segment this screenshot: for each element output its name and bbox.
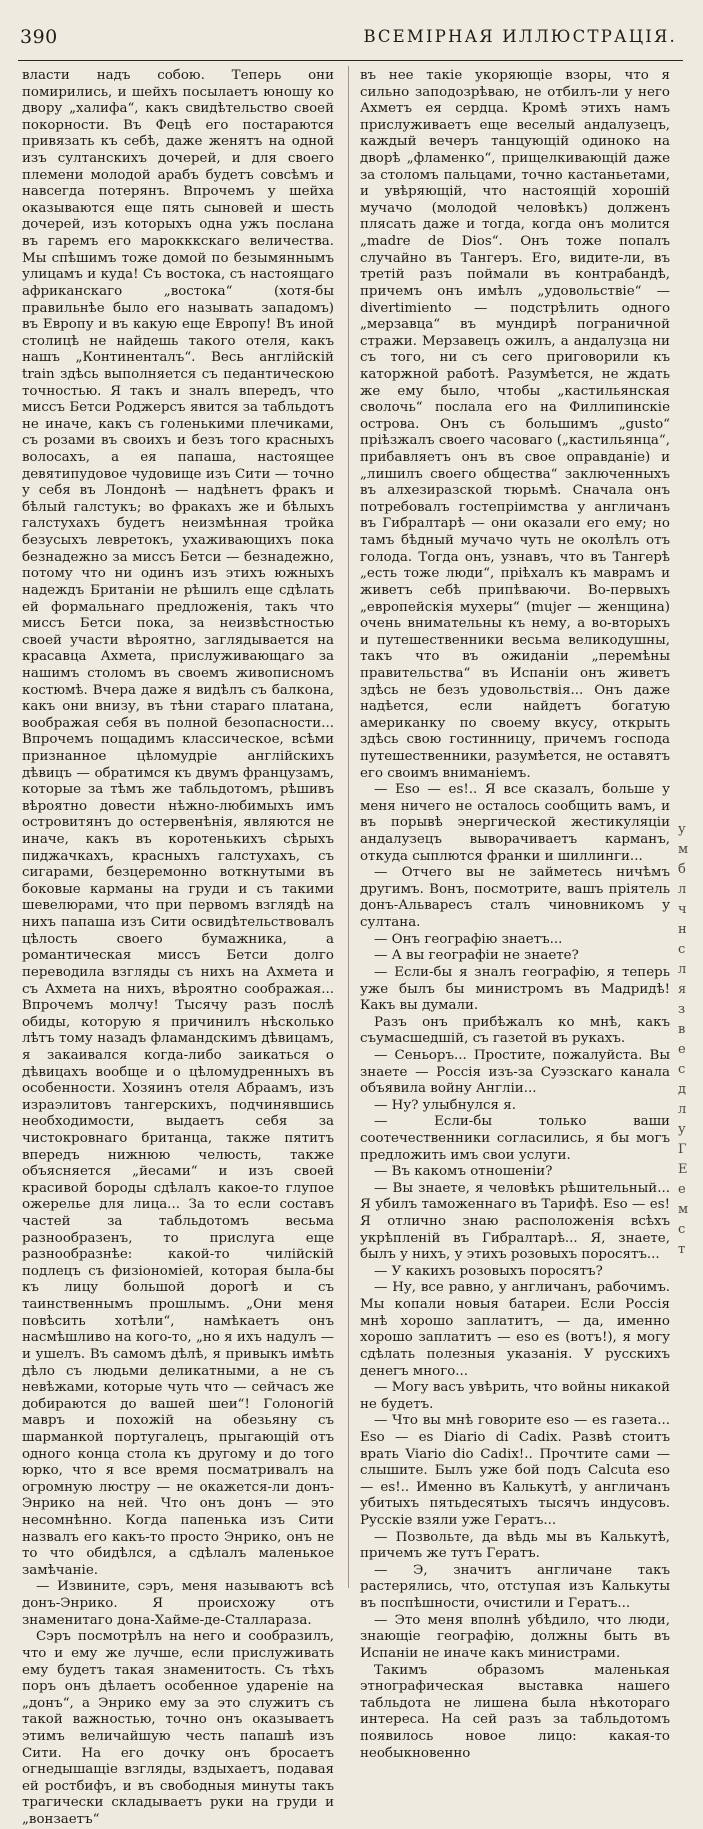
left-column	[22, 68, 334, 1827]
paragraph: — Сеньоръ... Простите, пожалуйста. Вы знаете — Россiя изъ-за Суэзскаго канала объявила войну Англiи...	[360, 1047, 670, 1097]
paragraph: — Это меня вполнѣ убѣдило, что люди, знающiе географiю, должны быть въ Испанiи не иначе какъ министрами.	[360, 1612, 670, 1661]
page-header	[0, 0, 703, 66]
margin-fragment: з	[678, 1002, 686, 1017]
margin-fragment: е	[678, 1182, 686, 1197]
paragraph: — Ну, все равно, у англичанъ, рабочимъ. Мы копали новыя батареи. Если Россiя мнѣ хорошо заплатитъ, — да, именно хорошо заплатитъ — eso es (вотъ!), я могу сдѣлать полезныя указанiя. У русскихъ денегъ много...	[360, 1280, 670, 1379]
paragraph: — Могу васъ увѣрить, что войны никакой не будетъ.	[360, 1380, 670, 1412]
margin-fragment: л	[678, 962, 687, 977]
running-head: ВСЕМIРНАЯ ИЛЛЮСТРАЦIЯ.	[363, 27, 677, 46]
header-rule	[18, 60, 683, 61]
paragraph: — Если-бы я зналъ географiю, я теперь уже былъ бы министромъ въ Мадридѣ! Какъ вы думали.	[360, 964, 670, 1014]
paragraph: — Извините, сэръ, меня называютъ всѣ донъ-Энрико. Я происхожу отъ знаменитаго дона-Хайме-де-Сталлараза.	[22, 1579, 334, 1628]
margin-fragment: м	[678, 1202, 689, 1217]
margin-fragment: н	[678, 922, 687, 937]
margin-fragment: л	[678, 882, 687, 897]
margin-fragment: д	[678, 1082, 687, 1097]
paragraph: — Э, значитъ англичане такъ растерялись, что, отступая изъ Калькуты въ поспѣшности, очистили и Гератъ...	[360, 1562, 670, 1612]
paragraph: — Что вы мнѣ говорите eso — es газета... Eso — es Diario di Cadix. Развѣ стоитъ врать Viario dio Cadix!.. Прочтите сами — слышите. Былъ уже бой подъ Calcuta eso — es!.. Именно въ Калькутѣ, у англичанъ убитыхъ пятьдесятыхъ тысячъ индусовъ. Русскiе взяли уже Гератъ...	[360, 1413, 670, 1529]
paragraph: Разъ онъ прибѣжалъ ко мнѣ, какъ съумасшедшiй, съ газетой въ рукахъ.	[360, 1014, 670, 1047]
margin-fragment: с	[678, 942, 686, 957]
margin-fragment: е	[678, 1042, 686, 1057]
paragraph: — Eso — es!.. Я все сказалъ, больше у меня ничего не осталось сообщить вамъ, и въ порывѣ энергической жестикуляцiи андалузецъ выворачиваетъ карманъ, откуда сыплются франки и шиллинги...	[360, 782, 670, 864]
paragraph: — У какихъ розовыхъ поросятъ?	[374, 1263, 603, 1279]
paragraph: — Вы знаете, я человѣкъ рѣшительный... Я убилъ таможеннаго въ Тарифѣ. Eso — es! Я отлично знаю расположенiя всѣхъ укрѣпленiй въ Гибралтарѣ... Я, знаете, былъ у нихъ, у этихъ розовыхъ поросятъ...	[360, 1180, 670, 1263]
paragraph: власти надъ собою. Теперь они помирились, и шейхъ посылаетъ юношу ко двору „халифа“, какъ свидѣтельство своей покорности. Въ Фецѣ его постараются привязать къ себѣ, даже женятъ на одной изъ султанскихъ дочерей, и для своего племени молодой арабъ будетъ совсѣмъ и навсегда потерянъ. Впрочемъ у шейха оказываются еще пять сыновей и шесть дочерей, изъ которыхъ одна ужъ послана въ гаремъ его марокккскаго величества. Мы спѣшимъ тоже домой по безымяннымъ улицамъ и куда! Съ востока, съ настоящаго африканскаго „востока“ (хотя-бы правильнѣе было его называть западомъ) въ Европу и въ какую еще Европу! Въ иной столицѣ не найдешь такого отеля, какъ нашъ „Континенталъ“. Весь англiйскiй train здѣсь выполняется съ педантическою точностью. Я такъ и зналъ впередъ, что миссъ Бетси Роджерсъ явится за табльдотъ не иначе, какъ съ голенькими плечиками, съ розами въ своихъ и безъ того красныхъ волосахъ, а ея папаша, настоящее девятипудовое чудовище изъ Сити — точно у себя въ Лондонѣ — надѣнетъ фракъ и бѣлый галстукъ; во фракахъ же и бѣлыхъ галстухахъ будетъ неизмѣнная тройка безусыхъ левретокъ, ухаживающихъ пока безнадежно за миссъ Бетси — безнадежно, потому что ни одинъ изъ этихъ южныхъ надеждъ Британiи не рѣшилъ еще сдѣлать ей формальнаго предложенiя, такъ что миссъ Бетси пока, за неизвѣстностью своей участи вѣроятно, заглядывается на красавца Ахмета, прислуживающаго за нашимъ столомъ въ своемъ живописномъ костюмѣ. Вчера даже я видѣлъ съ балкона, какъ они внизу, въ тѣни стараго платана, воображая себя въ полной безопасности... Впрочемъ пощадимъ классическое, всѣми признанное цѣломудрiе англiйскихъ дѣвицъ — обратимся къ двумъ французамъ, которые за тѣмъ же табльдотомъ, рѣшивъ вѣроятно довести нѣжно-любимыхъ имъ островитянъ до остервенѣнiя, являются не иначе, какъ въ коротенькихъ сѣрыхъ пиджачкахъ, красныхъ галстухахъ, съ сигарами, безцеремонно воткнутыми въ боковые карманы на груди и съ такими шевелюрами, что при первомъ взглядѣ на нихъ папаша изъ Сити освидѣтельствовалъ цѣлость своего бумажника, а романтическая миссъ Бетси долго переводила взгляды съ нихъ на Ахмета и съ Ахмета на нихъ, вѣроятно соображая... Впрочемъ молчу! Тысячу разъ послѣ обиды, которую я причинилъ нѣсколько лѣтъ тому назадъ фламандскимъ дѣвицамъ, я закаивался когда-либо заикаться о дѣвицахъ вообще и о цѣломудренныхъ въ особенности. Хозяинъ отеля Абраамъ, изъ израэлитовъ тангерскихъ, подчинявшись необходимости, выдаетъ себя за чистокровнаго британца, также пятитъ впередъ нижнюю челюсть, также объясняется „йесами“ и изъ своей красивой бороды сдѣлалъ какое-то глупое ожерелье для лица... За то если составъ частей за табльдотомъ весьма разнообразенъ, то прислуга еще разнообразнѣе: какой-то чилiйскiй подлецъ съ физiономiей, которая была-бы къ лицу большой дорогѣ и съ таинственнымъ прошлымъ. „Они меня повѣсить хотѣли“, намѣкаетъ онъ насмѣшливо на кого-то, „но я ихъ надулъ — и ушелъ. Въ самомъ дѣлѣ, я привыкъ имѣть дѣло съ людьми деликатными, а не съ невѣжами, которые чуть что — сейчасъ же добираются до вашей шеи“! Голоногiй мавръ и похожiй на обезьяну съ шарманкой португалецъ, прыгающiй отъ одного конца стола къ другому и до того юрко, что я все время посматривалъ на огромную люстру — не окажется-ли донъ-Энрико на ней. Что онъ донъ — это несомнѣнно. Когда папенька изъ Сити назвалъ его какъ-то просто Энрико, онъ не то что обидѣлся, а сдѣлалъ маленькое замѣчанiе.	[22, 68, 334, 1578]
margin-fragment: я	[678, 982, 687, 997]
margin-fragment: ч	[678, 902, 687, 917]
paragraph: въ нее такiе укоряющiе взоры, что я сильно заподозрѣваю, не отбилъ-ли у него Ахметъ ея сердца. Кромѣ этихъ намъ прислуживаетъ еще веселый андалузецъ, каждый вечеръ танцующiй одиноко на дворѣ „фламенко“, прищелкивающiй даже за столомъ пальцами, точно кастаньетами, и увѣряющiй, что настоящiй хорошiй мучачо (молодой человѣкъ) долженъ плясать даже и тогда, когда онъ молится „madre de Dios“. Онъ тоже попалъ случайно въ Тангеръ. Его, видите-ли, въ третiй разъ поймали въ контрабандѣ, причемъ онъ имѣлъ „удовольствiе“ — divertimiento — подстрѣлить одного „мерзавца“ въ мундирѣ пограничной стражи. Мерзавецъ ожилъ, а андалузца ни съ того, ни съ сего приговорили къ каторжной работѣ. Разумѣется, не ждать же ему было, чтобы „кастильянская сволочь“ послала его на Филлипинскiе острова. Онъ съ большимъ „gusto“ пріѣзжалъ своего часоваго („кастильянца“, прибавляетъ онъ въ свое оправданiе) и „лишилъ своего общества“ заключенныхъ въ алхезиразской тюрьмѣ. Сначала онъ потребовалъ гостепрiимства у англичанъ въ Гибралтарѣ — они оказали его ему; но тамъ бѣдный мучачо чуть не околѣлъ отъ голода. Тогда онъ, узнавъ, что въ Тангерѣ „есть тоже люди“, прiѣхалъ къ маврамъ и живетъ себѣ припѣваючи. Во-первыхъ „европейскiя мухеры“ (mujer — женщина) очень внимательны къ нему, а во-вторыхъ и путешественники весьма великодушны, такъ что въ ожиданiи „перемѣны правительства“ въ Испанiи онъ живетъ здѣсь не безъ удовольствiя... Онъ даже надѣется, если найдетъ богатую американку по своему вкусу, открыть здѣсь свою гостинницу, причемъ господа путешественники, разумѣется, не оставятъ его своимъ вниманiемъ.	[360, 68, 670, 781]
paragraph: — Въ какомъ отношенiи?	[374, 1164, 553, 1180]
margin-fragment: с	[678, 1062, 686, 1077]
margin-fragment: м	[678, 842, 689, 857]
paragraph: — Если-бы только ваши соотечественники согласились, я бы могъ предложить имъ свои услуги.	[360, 1114, 670, 1163]
right-column	[360, 68, 670, 1761]
margin-fragment: у	[678, 822, 686, 837]
margin-fragment: в	[678, 1022, 686, 1037]
margin-fragment: т	[678, 1242, 686, 1257]
margin-fragment: Г	[678, 1142, 687, 1157]
margin-fragment: у	[678, 1122, 686, 1137]
margin-fragment: с	[678, 1222, 686, 1237]
page-number: 390	[20, 26, 58, 48]
paragraph: — А вы географiи не знаете?	[374, 948, 579, 964]
paragraph: — Отчего вы не займетесь ничѣмъ другимъ. Вонъ, посмотрите, вашъ прiятель донъ-Альваресъ сталъ чиновникомъ у султана.	[360, 865, 670, 931]
paragraph: Сэръ посмотрѣлъ на него и сообразилъ, что и ему же лучше, если прислуживать ему будетъ такая знаменитость. Съ тѣхъ поръ онъ дѣлаетъ особенное ударенiе на „донъ“, а Энрико ему за это служитъ съ такой важностью, точно онъ оказываетъ этимъ величайшую честь папашѣ изъ Сити. На его дочку онъ бросаетъ огнедышащiе взгляды, вздыхаетъ, подавая ей ростбифъ, и въ свободныя минуты такъ трагически складываетъ руки на груди и „вонзаетъ“	[22, 1629, 334, 1827]
column-divider	[348, 66, 349, 1588]
margin-fragment: б	[678, 862, 686, 877]
bleed-through-margin	[678, 820, 700, 1600]
margin-fragment: л	[678, 1102, 687, 1117]
paragraph: Такимъ образомъ маленькая этнографическая выставка нашего табльдота не лишена была нѣкотораго интереса. На сей разъ за табльдотомъ появилось новое лицо: какая-то необыкновенно	[360, 1662, 670, 1761]
paragraph: — Онъ географiю знаетъ...	[374, 931, 563, 947]
paragraph: — Ну? улыбнулся я.	[374, 1097, 516, 1113]
margin-fragment: Е	[678, 1162, 688, 1177]
paragraph: — Позвольте, да вѣдь мы въ Калькутѣ, причемъ же тутъ Гератъ.	[360, 1529, 670, 1562]
